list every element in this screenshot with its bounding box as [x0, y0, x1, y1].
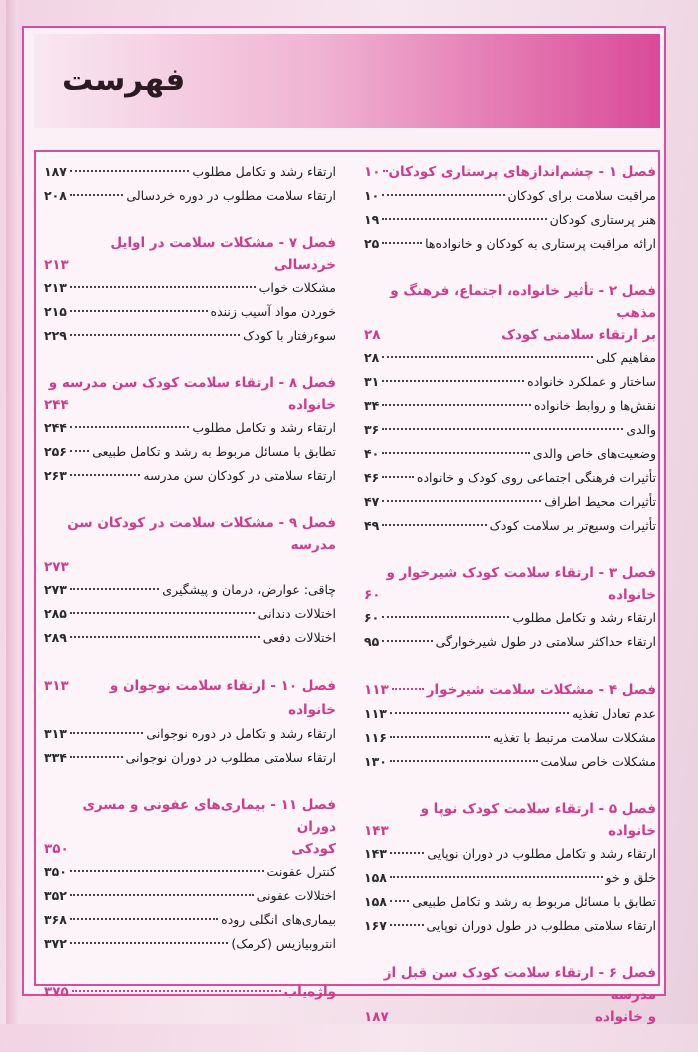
entry-page: ۶۰	[364, 610, 380, 625]
chapter-title-continued: خانواده	[608, 823, 656, 839]
entry-title: ساختار و عملکرد خانواده	[527, 374, 656, 389]
leader-dots	[382, 616, 509, 618]
entry-page: ۱۸۷	[44, 164, 67, 179]
entry-title: والدی	[626, 422, 656, 437]
chapter-title-continued: خردسالی	[273, 257, 336, 273]
leader-dots	[382, 194, 504, 196]
toc-entry[interactable]	[44, 746, 336, 770]
chapter-page: ۳۵۰	[44, 841, 69, 857]
leader-dots	[70, 426, 189, 428]
leader-dots	[70, 310, 208, 312]
toc-entry[interactable]	[44, 416, 336, 440]
leader-dots	[390, 760, 538, 762]
entry-page: ۱۱۶	[364, 730, 387, 745]
entry-page: ۱۹	[364, 212, 380, 227]
entry-page: ۲۷۳	[44, 582, 67, 597]
toc-entry[interactable]	[44, 324, 336, 348]
entry-title: هنر پرستاری کودکان	[549, 212, 656, 227]
toc-entry[interactable]	[364, 466, 656, 490]
entry-page: ۱۵۸	[364, 894, 387, 909]
entry-page: ۴۰	[364, 446, 380, 461]
toc-section	[44, 160, 336, 208]
toc-entry[interactable]	[44, 300, 336, 324]
entry-title: انتروبیازیس (کرمک)	[231, 936, 336, 951]
chapter-heading[interactable]	[364, 280, 656, 346]
entry-title: ارتقاء سلامتی مطلوب در دوران نوجوانی	[125, 750, 336, 765]
toc-entry[interactable]	[364, 184, 656, 208]
chapter-page: ۱۸۷	[364, 1009, 389, 1025]
chapter-title: فصل ۴ - مشکلات سلامت شیرخوار	[426, 682, 656, 698]
leader-dots	[382, 524, 486, 526]
chapter-page: ۶۰	[364, 587, 381, 603]
entry-page: ۱۳۰	[364, 754, 387, 769]
toc-entry[interactable]	[364, 208, 656, 232]
chapter-heading[interactable]	[364, 562, 656, 606]
toc-entry[interactable]	[364, 394, 656, 418]
entry-title: نقش‌ها و روابط خانواده	[533, 398, 656, 413]
entry-title: اختلالات دفعی	[262, 630, 336, 645]
entry-title: ارتقاء سلامت مطلوب در دوره خردسالی	[126, 188, 336, 203]
entry-page: ۱۴۳	[364, 846, 387, 861]
toc-entry[interactable]	[364, 442, 656, 466]
chapter-heading[interactable]	[364, 962, 656, 1028]
toc-entry[interactable]	[44, 440, 336, 464]
chapter-title: فصل ۵ - ارتقاء سلامت کودک نوپا و	[420, 801, 656, 817]
entry-title: سوءرفتار با کودک	[243, 328, 336, 343]
chapter-title-continued: کودکی	[291, 841, 336, 857]
leader-dots	[382, 500, 541, 502]
toc-entry[interactable]	[44, 932, 336, 956]
leader-dots	[70, 450, 89, 452]
toc-entry[interactable]	[44, 160, 336, 184]
toc-entry[interactable]	[44, 578, 336, 602]
leader-dots	[70, 170, 189, 172]
toc-entry[interactable]	[364, 346, 656, 370]
entry-title: ارائه مراقبت پرستاری به کودکان و خانواده‌ها	[425, 236, 656, 251]
leader-dots	[382, 428, 623, 430]
leader-dots	[382, 640, 432, 642]
chapter-title: فصل ۱ - چشم‌اندازهای پرستاری کودکان	[388, 164, 656, 180]
chapter-title-line2	[364, 820, 656, 842]
chapter-heading[interactable]	[44, 980, 336, 1004]
entry-title: ارتقاء رشد و تکامل مطلوب در دوران نوپایی	[427, 846, 656, 861]
chapter-title: فصل ۲ - تأثیر خانواده، اجتماع، فرهنگ و مذهب	[390, 283, 656, 321]
chapter-title-line2	[44, 254, 336, 276]
entry-page: ۲۴۴	[44, 420, 67, 435]
chapter-heading[interactable]	[364, 160, 656, 184]
leader-dots	[70, 474, 140, 476]
entry-page: ۴۷	[364, 494, 380, 509]
chapter-page: ۱۱۳	[364, 682, 389, 698]
leader-dots	[383, 170, 385, 172]
entry-page: ۲۱۳	[44, 280, 67, 295]
entry-title: ارتقاء حداکثر سلامتی در طول شیرخوارگی	[435, 634, 656, 649]
entry-page: ۲۶۳	[44, 468, 67, 483]
leader-dots	[390, 900, 409, 902]
chapter-page: ۳۱۳	[44, 678, 69, 694]
toc-entry[interactable]	[44, 464, 336, 488]
leader-dots	[390, 876, 603, 878]
page-title: فهرست	[62, 62, 186, 98]
chapter-title-continued: و خانواده	[595, 1009, 656, 1025]
toc-entry[interactable]	[364, 750, 656, 774]
entry-page: ۱۱۳	[364, 706, 387, 721]
entry-title: بیماری‌های انگلی روده	[221, 912, 336, 927]
entry-page: ۲۸۵	[44, 606, 67, 621]
entry-page: ۳۳۴	[44, 750, 67, 765]
chapter-title-continued: خانواده	[608, 587, 656, 603]
chapter-title: فصل ۹ - مشکلات سلامت در کودکان سن مدرسه	[67, 515, 336, 553]
leader-dots	[70, 918, 218, 920]
entry-page: ۳۷۲	[44, 936, 67, 951]
toc-entry[interactable]	[44, 908, 336, 932]
entry-page: ۴۶	[364, 470, 380, 485]
leader-dots	[390, 712, 569, 714]
entry-page: ۲۱۵	[44, 304, 67, 319]
toc-entry[interactable]	[364, 702, 656, 726]
toc-entry[interactable]	[364, 418, 656, 442]
entry-page: ۴۹	[364, 518, 380, 533]
entry-title: ارتقاء سلامتی در کودکان سن مدرسه	[143, 468, 336, 483]
leader-dots	[382, 218, 546, 220]
toc-entry[interactable]	[44, 860, 336, 884]
entry-title: مراقبت سلامت برای کودکان	[507, 188, 656, 203]
toc-entry[interactable]	[364, 890, 656, 914]
entry-title: کنترل عفونت	[266, 864, 336, 879]
leader-dots	[70, 194, 124, 196]
toc-entry[interactable]	[364, 370, 656, 394]
chapter-title-continued: خانواده	[288, 397, 336, 413]
chapter-title-line2	[364, 1006, 656, 1028]
toc-entry[interactable]	[364, 606, 656, 630]
leader-dots	[70, 612, 255, 614]
entry-title: تأثیرات وسیع‌تر بر سلامت کودک	[489, 518, 656, 533]
entry-title: تطابق با مسائل مربوط به رشد و تکامل طبیعی	[92, 444, 336, 459]
chapter-page: ۱۰	[364, 164, 381, 180]
page-edge	[6, 0, 18, 1024]
leader-dots	[70, 732, 144, 734]
chapter-title-line2	[364, 584, 656, 606]
toc-entry[interactable]	[364, 514, 656, 538]
leader-dots	[70, 756, 123, 758]
chapter-title: فصل ۳ - ارتقاء سلامت کودک شیرخوار و	[386, 565, 656, 581]
leader-dots	[72, 990, 281, 992]
entry-page: ۳۱۳	[44, 726, 67, 741]
entry-page: ۱۵۸	[364, 870, 387, 885]
toc-column-right	[364, 160, 656, 1052]
toc-section	[364, 562, 656, 654]
entry-title: خلق و خو	[605, 870, 656, 885]
entry-title: تطابق با مسائل مربوط به رشد و تکامل طبیعی	[412, 894, 656, 909]
leader-dots	[390, 736, 490, 738]
chapter-title-continued: بر ارتقاء سلامتی کودک	[501, 327, 656, 343]
entry-title: ارتقاء سلامتی مطلوب در طول دوران نوپایی	[426, 918, 656, 933]
chapter-heading[interactable]	[44, 794, 336, 860]
leader-dots	[390, 852, 425, 854]
entry-title: مفاهیم کلی	[596, 350, 656, 365]
entry-title: ارتقاء رشد و تکامل مطلوب	[512, 610, 656, 625]
toc-section	[44, 512, 336, 650]
leader-dots	[70, 894, 254, 896]
toc-section	[364, 280, 656, 538]
entry-title: تأثیرات فرهنگی اجتماعی روی کودک و خانواده	[416, 470, 656, 485]
chapter-heading[interactable]	[44, 232, 336, 276]
leader-dots	[382, 380, 524, 382]
toc-section	[364, 678, 656, 774]
entry-title: اختلالات عفونی	[256, 888, 336, 903]
entry-page: ۳۵۲	[44, 888, 67, 903]
entry-title: وضعیت‌های خاص والدی	[532, 446, 656, 461]
leader-dots	[382, 452, 530, 454]
entry-title: ارتقاء رشد و تکامل مطلوب	[192, 164, 336, 179]
leader-dots	[70, 942, 228, 944]
toc-entry[interactable]	[44, 722, 336, 746]
chapter-title-line2	[44, 556, 336, 578]
toc-column-left	[44, 160, 336, 1028]
chapter-title-line2	[44, 394, 336, 416]
leader-dots	[382, 404, 531, 406]
chapter-title: فصل ۶ - ارتقاء سلامت کودک سن قبل از مدرسه	[383, 965, 656, 1003]
entry-page: ۲۵۶	[44, 444, 67, 459]
toc-entry[interactable]	[364, 726, 656, 750]
leader-dots	[382, 476, 414, 478]
chapter-heading[interactable]	[364, 798, 656, 842]
toc-entry[interactable]	[44, 276, 336, 300]
chapter-title-line2	[364, 324, 656, 346]
entry-page: ۳۶	[364, 422, 380, 437]
entry-page: ۱۰	[364, 188, 380, 203]
chapter-title: فصل ۸ - ارتقاء سلامت کودک سن مدرسه و	[48, 375, 336, 391]
entry-title: چاقی: عوارض، درمان و پیشگیری	[162, 582, 336, 597]
leader-dots	[382, 242, 422, 244]
entry-title: ارتقاء رشد و تکامل مطلوب	[192, 420, 336, 435]
toc-section	[44, 232, 336, 348]
chapter-title-line2	[44, 838, 336, 860]
toc-section	[44, 980, 336, 1004]
chapter-page: ۲۸	[364, 327, 381, 343]
leader-dots	[70, 286, 256, 288]
chapter-heading[interactable]	[44, 372, 336, 416]
toc-entry[interactable]	[44, 626, 336, 650]
entry-title: ارتقاء رشد و تکامل در دوره نوجوانی	[146, 726, 336, 741]
leader-dots	[70, 636, 260, 638]
chapter-page: ۲۷۳	[44, 559, 69, 575]
leader-dots	[392, 688, 424, 690]
leader-dots	[382, 356, 593, 358]
toc-section	[44, 674, 336, 770]
entry-page: ۹۵	[364, 634, 380, 649]
entry-title: اختلالات دندانی	[257, 606, 336, 621]
entry-page: ۱۶۷	[364, 918, 387, 933]
toc-section	[44, 372, 336, 488]
chapter-heading[interactable]	[364, 678, 656, 702]
chapter-title: فصل ۷ - مشکلات سلامت در اوایل	[110, 235, 336, 251]
toc-entry[interactable]	[364, 490, 656, 514]
entry-page: ۲۲۹	[44, 328, 67, 343]
leader-dots	[390, 924, 424, 926]
chapter-title: فصل ۱۱ - بیماری‌های عفونی و مسری دوران	[82, 797, 336, 835]
leader-dots	[70, 870, 264, 872]
chapter-heading[interactable]	[44, 512, 336, 578]
chapter-title: واژه‌یاب	[283, 984, 336, 1000]
entry-title: مشکلات خواب	[258, 280, 336, 295]
entry-title: مشکلات سلامت مرتبط با تغذیه	[492, 730, 656, 745]
entry-page: ۳۱	[364, 374, 380, 389]
chapter-page: ۱۴۳	[364, 823, 389, 839]
leader-dots	[70, 334, 240, 336]
entry-page: ۳۶۸	[44, 912, 67, 927]
entry-page: ۲۰۸	[44, 188, 67, 203]
toc-entry[interactable]	[44, 884, 336, 908]
entry-page: ۲۸۹	[44, 630, 67, 645]
chapter-title: فصل ۱۰ - ارتقاء سلامت نوجوان و خانواده	[109, 678, 336, 718]
entry-title: عدم تعادل تغذیه	[572, 706, 656, 721]
toc-section	[364, 798, 656, 938]
entry-page: ۳۴	[364, 398, 380, 413]
chapter-page: ۲۱۳	[44, 257, 69, 273]
chapter-heading[interactable]	[44, 674, 336, 722]
entry-page: ۳۵۰	[44, 864, 67, 879]
toc-entry[interactable]	[364, 630, 656, 654]
toc-entry[interactable]	[364, 866, 656, 890]
toc-section	[364, 160, 656, 256]
entry-title: مشکلات خاص سلامت	[540, 754, 656, 769]
chapter-page: ۲۴۴	[44, 397, 69, 413]
toc-entry[interactable]	[44, 184, 336, 208]
toc-entry[interactable]	[364, 914, 656, 938]
entry-title: تأثیرات محیط اطراف	[544, 494, 656, 509]
chapter-page: ۳۷۵	[44, 984, 69, 1000]
entry-title: خوردن مواد آسیب زننده	[210, 304, 336, 319]
toc-entry[interactable]	[364, 842, 656, 866]
toc-section	[44, 794, 336, 956]
toc-section	[364, 962, 656, 1028]
toc-entry[interactable]	[44, 602, 336, 626]
entry-page: ۲۸	[364, 350, 380, 365]
toc-entry[interactable]	[364, 232, 656, 256]
entry-page: ۲۵	[364, 236, 380, 251]
leader-dots	[70, 588, 159, 590]
